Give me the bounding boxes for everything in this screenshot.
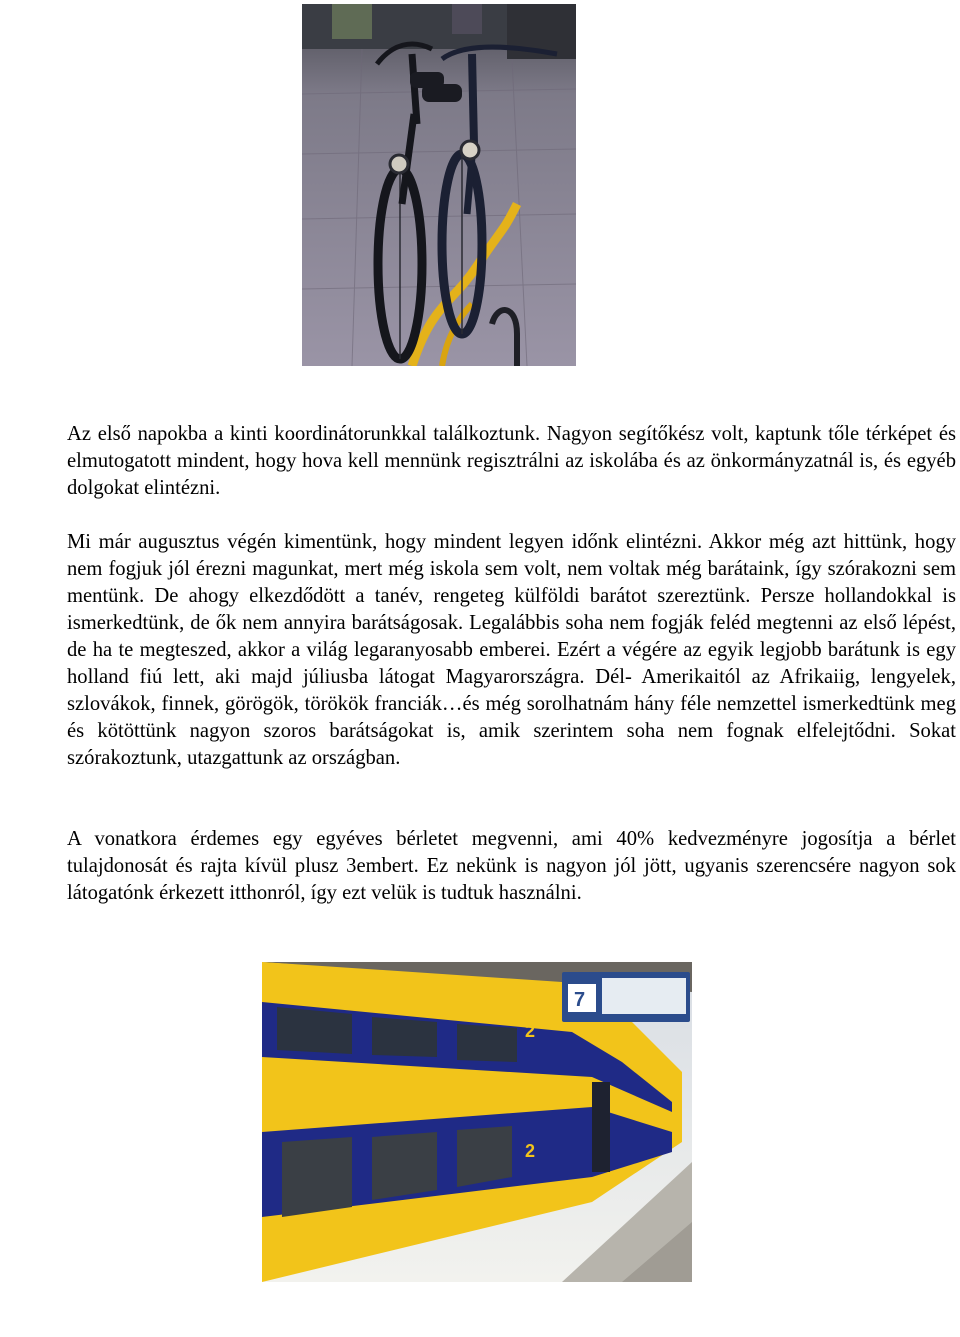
paragraph-train-pass: A vonatkora érdemes egy egyéves bérletet megvenni, ami 40% kedvezményre jogosítja a bérlet tulajdonosát és rajta kívül plusz 3embert. Ez nekünk is nagyon jól jött, ugyanis szerencsére nagyon sok látogatónk érkezett itthonról, így ezt velük is tudtuk használni. xyxy=(67,828,956,904)
paragraph-coordinator: Az első napokba a kinti koordinátorunkkal találkoztunk. Nagyon segítőkész volt, kaptunk tőle térképet és elmutogatott mindent, hogy hova kell mennünk regisztrálni az iskolába és az önkormányzatnál is, és egyéb dolgokat elintézni. xyxy=(67,423,956,499)
bicycles-photo xyxy=(302,4,576,366)
svg-text:2: 2 xyxy=(525,1141,536,1161)
platform-number: 7 xyxy=(574,989,586,1011)
svg-text:2: 2 xyxy=(525,1021,536,1041)
train-photo xyxy=(262,962,692,1282)
paragraph-friends: Mi már augusztus végén kimentünk, hogy mindent legyen időnk elintézni. Akkor még azt hittünk, hogy nem fogjuk jól érezni magunkat, mert még iskola sem volt, nem voltak még barátaink, így szórakozni sem mentünk. De ahogy elkezdődött a tanév, rengeteg külföldi barátot szereztünk. Persze hollandokkal is ismerkedtünk, de ők nem annyira barátságosak. Legalábbis soha nem fogják feléd megtenni az első lépést, de ha te megteszed, akkor a világ legaranyosabb emberei. Ezért a végére az egyik legjobb barátunk is egy holland fiú lett, aki majd júliusba látogat Magyarországra. Dél- Amerikaitól az Afrikaiig, lengyelek, szlovákok, finnek, görögök, törökök franciák…és még sorolhatnám hány féle nemzettel ismerkedtünk meg és kötöttünk nagyon szoros barátságokat is, amik szerintem soha nem fognak elfelejtődni. Sokat szórakoztunk, utazgattunk az országban. xyxy=(67,531,956,769)
